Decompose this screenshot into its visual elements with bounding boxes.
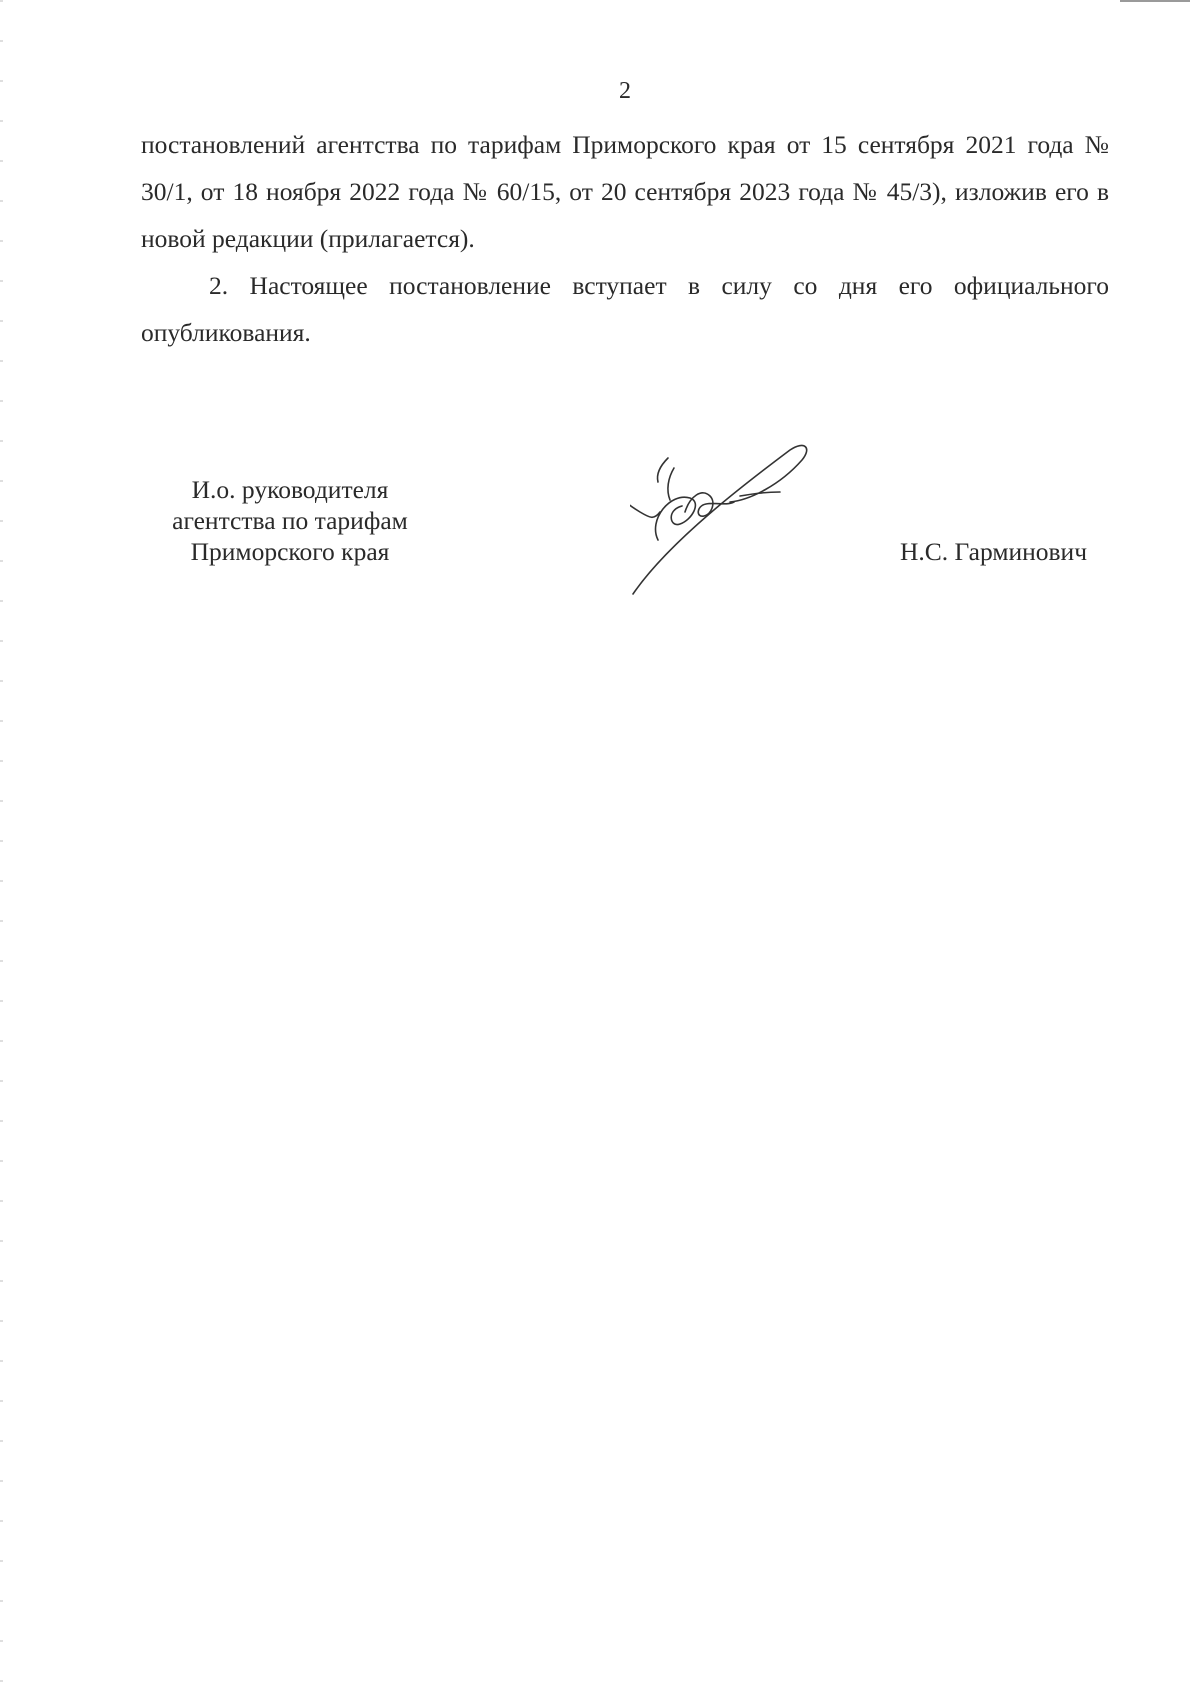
page-number: 2 bbox=[619, 78, 631, 104]
paragraph-item-2: 2. Настоящее постановление вступает в силу со дня его официального опубликования. bbox=[141, 271, 1109, 347]
scan-edge-marks bbox=[0, 0, 3, 1698]
document-body bbox=[141, 121, 1109, 356]
paragraph-continuation: постановлений агентства по тарифам Приморского края от 15 сентября 2021 года № 30/1, от 18 ноября 2022 года № 60/15, от 20 сентября 2023 года № 45/3), изложив его в новой редакции (прилагается). bbox=[141, 130, 1109, 253]
signatory-position bbox=[155, 474, 425, 567]
scan-corner-mark bbox=[1120, 0, 1190, 2]
handwritten-signature bbox=[630, 440, 850, 615]
signatory-position-line: агентства по тарифам bbox=[172, 506, 408, 535]
signatory-name: Н.С. Гарминович bbox=[900, 537, 1088, 566]
signatory-position-line: И.о. руководителя bbox=[191, 475, 389, 504]
signatory-position-line: Приморского края bbox=[190, 537, 390, 566]
